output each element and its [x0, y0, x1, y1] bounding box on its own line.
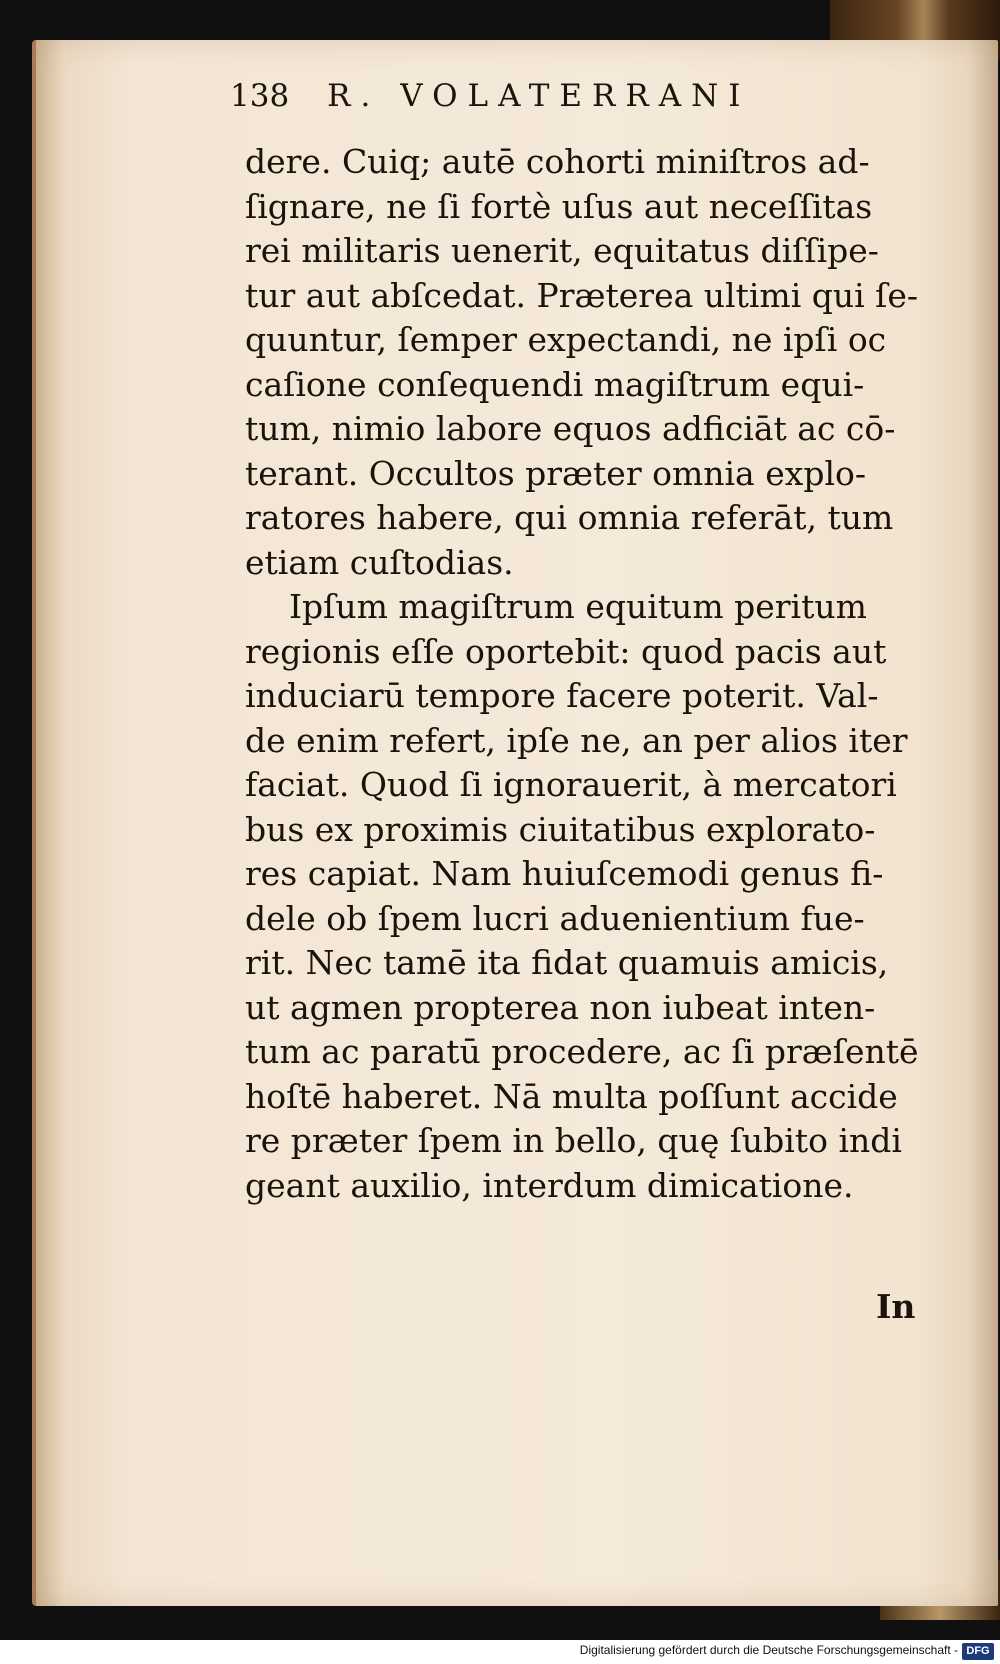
page-number: 138	[230, 78, 290, 114]
text-line: re præter ſpem in bello, quę ſubito indi	[245, 1121, 902, 1160]
text-line: rit. Nec tamē ita fidat quamuis amicis,	[245, 943, 889, 982]
text-line: terant. Occultos præter omnia explo-	[245, 453, 867, 493]
text-line: quuntur, ſemper expectandi, ne ipſi oc	[245, 320, 887, 359]
text-line: geant auxilio, interdum dimicatione.	[245, 1165, 854, 1205]
text-line: dere. Cuiq; autē cohorti miniſtros ad-	[245, 142, 870, 181]
text-line: ratores habere, qui omnia referāt, tum	[245, 498, 894, 537]
text-line: ut agmen propterea non iubeat inten-	[245, 987, 876, 1027]
text-line: regionis eſſe oportebit: quod pacis aut	[245, 631, 887, 671]
text-line: rei militaris uenerit, equitatus diſſipe-	[245, 231, 879, 270]
page-gutter-shadow	[968, 40, 998, 1606]
footer-credit: Digitalisierung gefördert durch die Deutsche Forschungsgemeinschaft -	[579, 1643, 958, 1657]
text-line: faciat. Quod ſi ignorauerit, à mercatori	[245, 765, 897, 804]
footer-bar	[0, 1640, 1000, 1664]
text-line: etiam cuſtodias.	[245, 542, 514, 582]
text-line: Ipſum magiſtrum equitum peritum	[289, 587, 867, 626]
text-line: hoſtē haberet. Nā multa poſſunt accide	[245, 1076, 898, 1116]
catchword: In	[876, 1287, 916, 1326]
text-line: tum ac paratū procedere, ac ſi præſentē	[245, 1032, 919, 1071]
running-title: R. VOLATERRANI	[327, 78, 751, 114]
text-line: res capiat. Nam huiuſcemodi genus fi-	[245, 854, 884, 893]
text-line: tum, nimio labore equos adficiāt ac cō-	[245, 409, 896, 448]
dfg-logo: DFG	[962, 1643, 994, 1660]
text-block	[245, 140, 945, 1208]
text-line: tur aut abſcedat. Præterea ultimi qui ſe-	[245, 275, 919, 315]
text-line: ſignare, ne ſi fortè uſus aut neceſſitas	[245, 186, 873, 226]
running-head	[230, 78, 751, 114]
text-line: bus ex proximis ciuitatibus explorato-	[245, 809, 876, 849]
text-line: de enim refert, ipſe ne, an per alios iter	[245, 720, 908, 760]
text-line: induciarū tempore facere poterit. Val-	[245, 676, 879, 715]
text-line: dele ob ſpem lucri aduenientium fue-	[245, 898, 865, 938]
text-line: caſione conſequendi magiſtrum equi-	[245, 364, 865, 404]
